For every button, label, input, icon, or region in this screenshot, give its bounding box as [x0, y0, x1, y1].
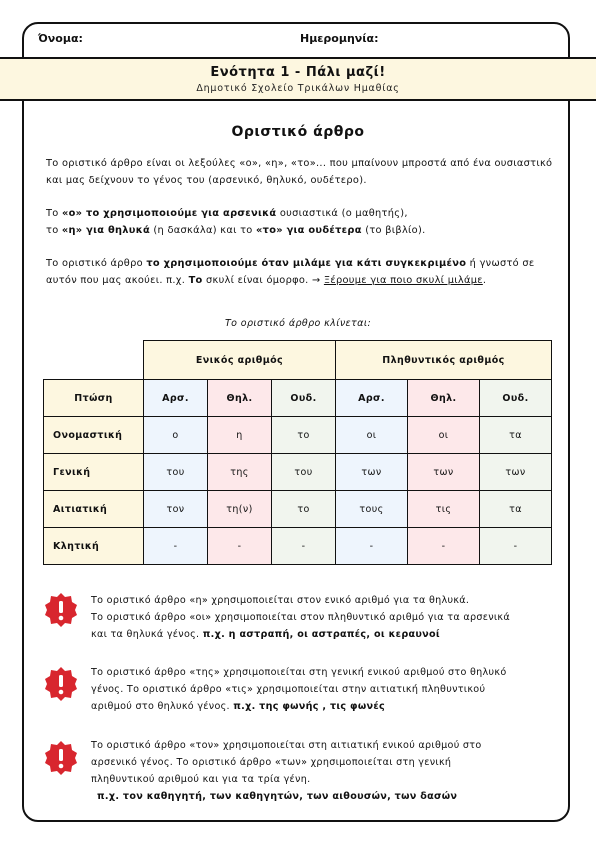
school-name: Δημοτικό Σχολείο Τρικάλων Ημαθίας — [196, 83, 400, 94]
gender-header: Θηλ. — [408, 380, 480, 417]
table-cell: το — [272, 491, 336, 528]
table-cell: - — [408, 528, 480, 565]
table-cell: - — [272, 528, 336, 565]
table-caption: Το οριστικό άρθρο κλίνεται: — [224, 318, 372, 329]
gender-header: Θηλ. — [208, 380, 272, 417]
specific-paragraph: Το οριστικό άρθρο το χρησιμοποιούμε όταν μιλάμε για κάτι συγκεκριμένο ή γνωστό σε αυτόν που μας ακούει. π.χ. Το σκυλί είναι όμορφο. → Ξέρουμε για ποιο σκυλί μιλάμε. — [46, 258, 535, 286]
table-cell: τα — [480, 417, 552, 454]
note-feminine-plural: Το οριστικό άρθρο «η» χρησιμοποιείται στον ενικό αριθμό για τα θηλυκά. Το οριστικό άρθρο «οι» χρησιμοποιείται στον πληθυντικό αριθμό για τα αρσενικά και τα θηλυκά γένος. π.χ. η αστραπή, οι αστραπές, οι κεραυνοί — [91, 595, 510, 640]
table-cell: - — [480, 528, 552, 565]
article-declension-table — [43, 340, 552, 565]
unit-title: Ενότητα 1 - Πάλι μαζί! — [210, 65, 386, 80]
table-cell: του — [144, 454, 208, 491]
table-row — [44, 491, 552, 528]
table-cell: των — [480, 454, 552, 491]
warning-badge-icon — [43, 666, 79, 702]
table-row — [44, 417, 552, 454]
table-row — [44, 454, 552, 491]
intro-paragraph: Το οριστικό άρθρο είναι οι λεξούλες «ο», «η», «το»... που μπαίνουν μπροστά από ένα ουσιαστικό και μας δείχνουν το γένος του (αρσενικό, θηλυκό, ουδέτερο). — [46, 158, 553, 186]
table-cell: οι — [408, 417, 480, 454]
case-label: Αιτιατική — [44, 491, 144, 528]
gender-header: Ουδ. — [480, 380, 552, 417]
table-cell: τις — [408, 491, 480, 528]
case-label: Κλητική — [44, 528, 144, 565]
plural-header: Πληθυντικός αριθμός — [336, 341, 552, 380]
note-accusative-genitive: Το οριστικό άρθρο «τον» χρησιμοποιείται στη αιτιατική ενικού αριθμού στο αρσενικό γένος. Το οριστικό άρθρο «των» χρησιμοποιείται στη γενική πληθυντικού αριθμού και για τα τρία γένη. π.χ. τον καθηγητή, των καθηγητών, των αιθουσών, των δασών — [91, 740, 482, 802]
name-label: Όνομα: — [38, 32, 83, 45]
usage-paragraph: Το «ο» το χρησιμοποιούμε για αρσενικά ουσιαστικά (ο μαθητής), το «η» για θηλυκά (η δασκάλα) και το «το» για ουδέτερα (το βιβλίο). — [46, 208, 426, 236]
table-cell: τον — [144, 491, 208, 528]
table-cell: - — [144, 528, 208, 565]
case-column-header: Πτώση — [44, 380, 144, 417]
table-cell: τους — [336, 491, 408, 528]
singular-header: Ενικός αριθμός — [144, 341, 336, 380]
table-cell: η — [208, 417, 272, 454]
table-cell: τα — [480, 491, 552, 528]
section-title: Οριστικό άρθρο — [231, 124, 365, 140]
table-cell: των — [408, 454, 480, 491]
case-label: Ονομαστική — [44, 417, 144, 454]
table-row — [44, 528, 552, 565]
table-cell: τη(ν) — [208, 491, 272, 528]
case-label: Γενική — [44, 454, 144, 491]
table-cell: ο — [144, 417, 208, 454]
table-cell: της — [208, 454, 272, 491]
table-cell: οι — [336, 417, 408, 454]
note-genitive-feminine: Το οριστικό άρθρο «της» χρησιμοποιείται στη γενική ενικού αριθμού στο θηλυκό γένος. Το οριστικό άρθρο «τις» χρησιμοποιείται στην αιτιατική πληθυντικού αριθμού στο θηλυκό γένος. π.χ. της φωνής , τις φωνές — [91, 667, 507, 712]
warning-badge-icon — [43, 592, 79, 628]
table-cell: του — [272, 454, 336, 491]
gender-header: Ουδ. — [272, 380, 336, 417]
table-cell: των — [336, 454, 408, 491]
table-cell: το — [272, 417, 336, 454]
gender-header: Αρσ. — [144, 380, 208, 417]
table-cell: - — [336, 528, 408, 565]
gender-header: Αρσ. — [336, 380, 408, 417]
date-label: Ημερομηνία: — [300, 32, 379, 45]
warning-badge-icon — [43, 740, 79, 776]
table-cell: - — [208, 528, 272, 565]
table-corner — [44, 341, 144, 380]
